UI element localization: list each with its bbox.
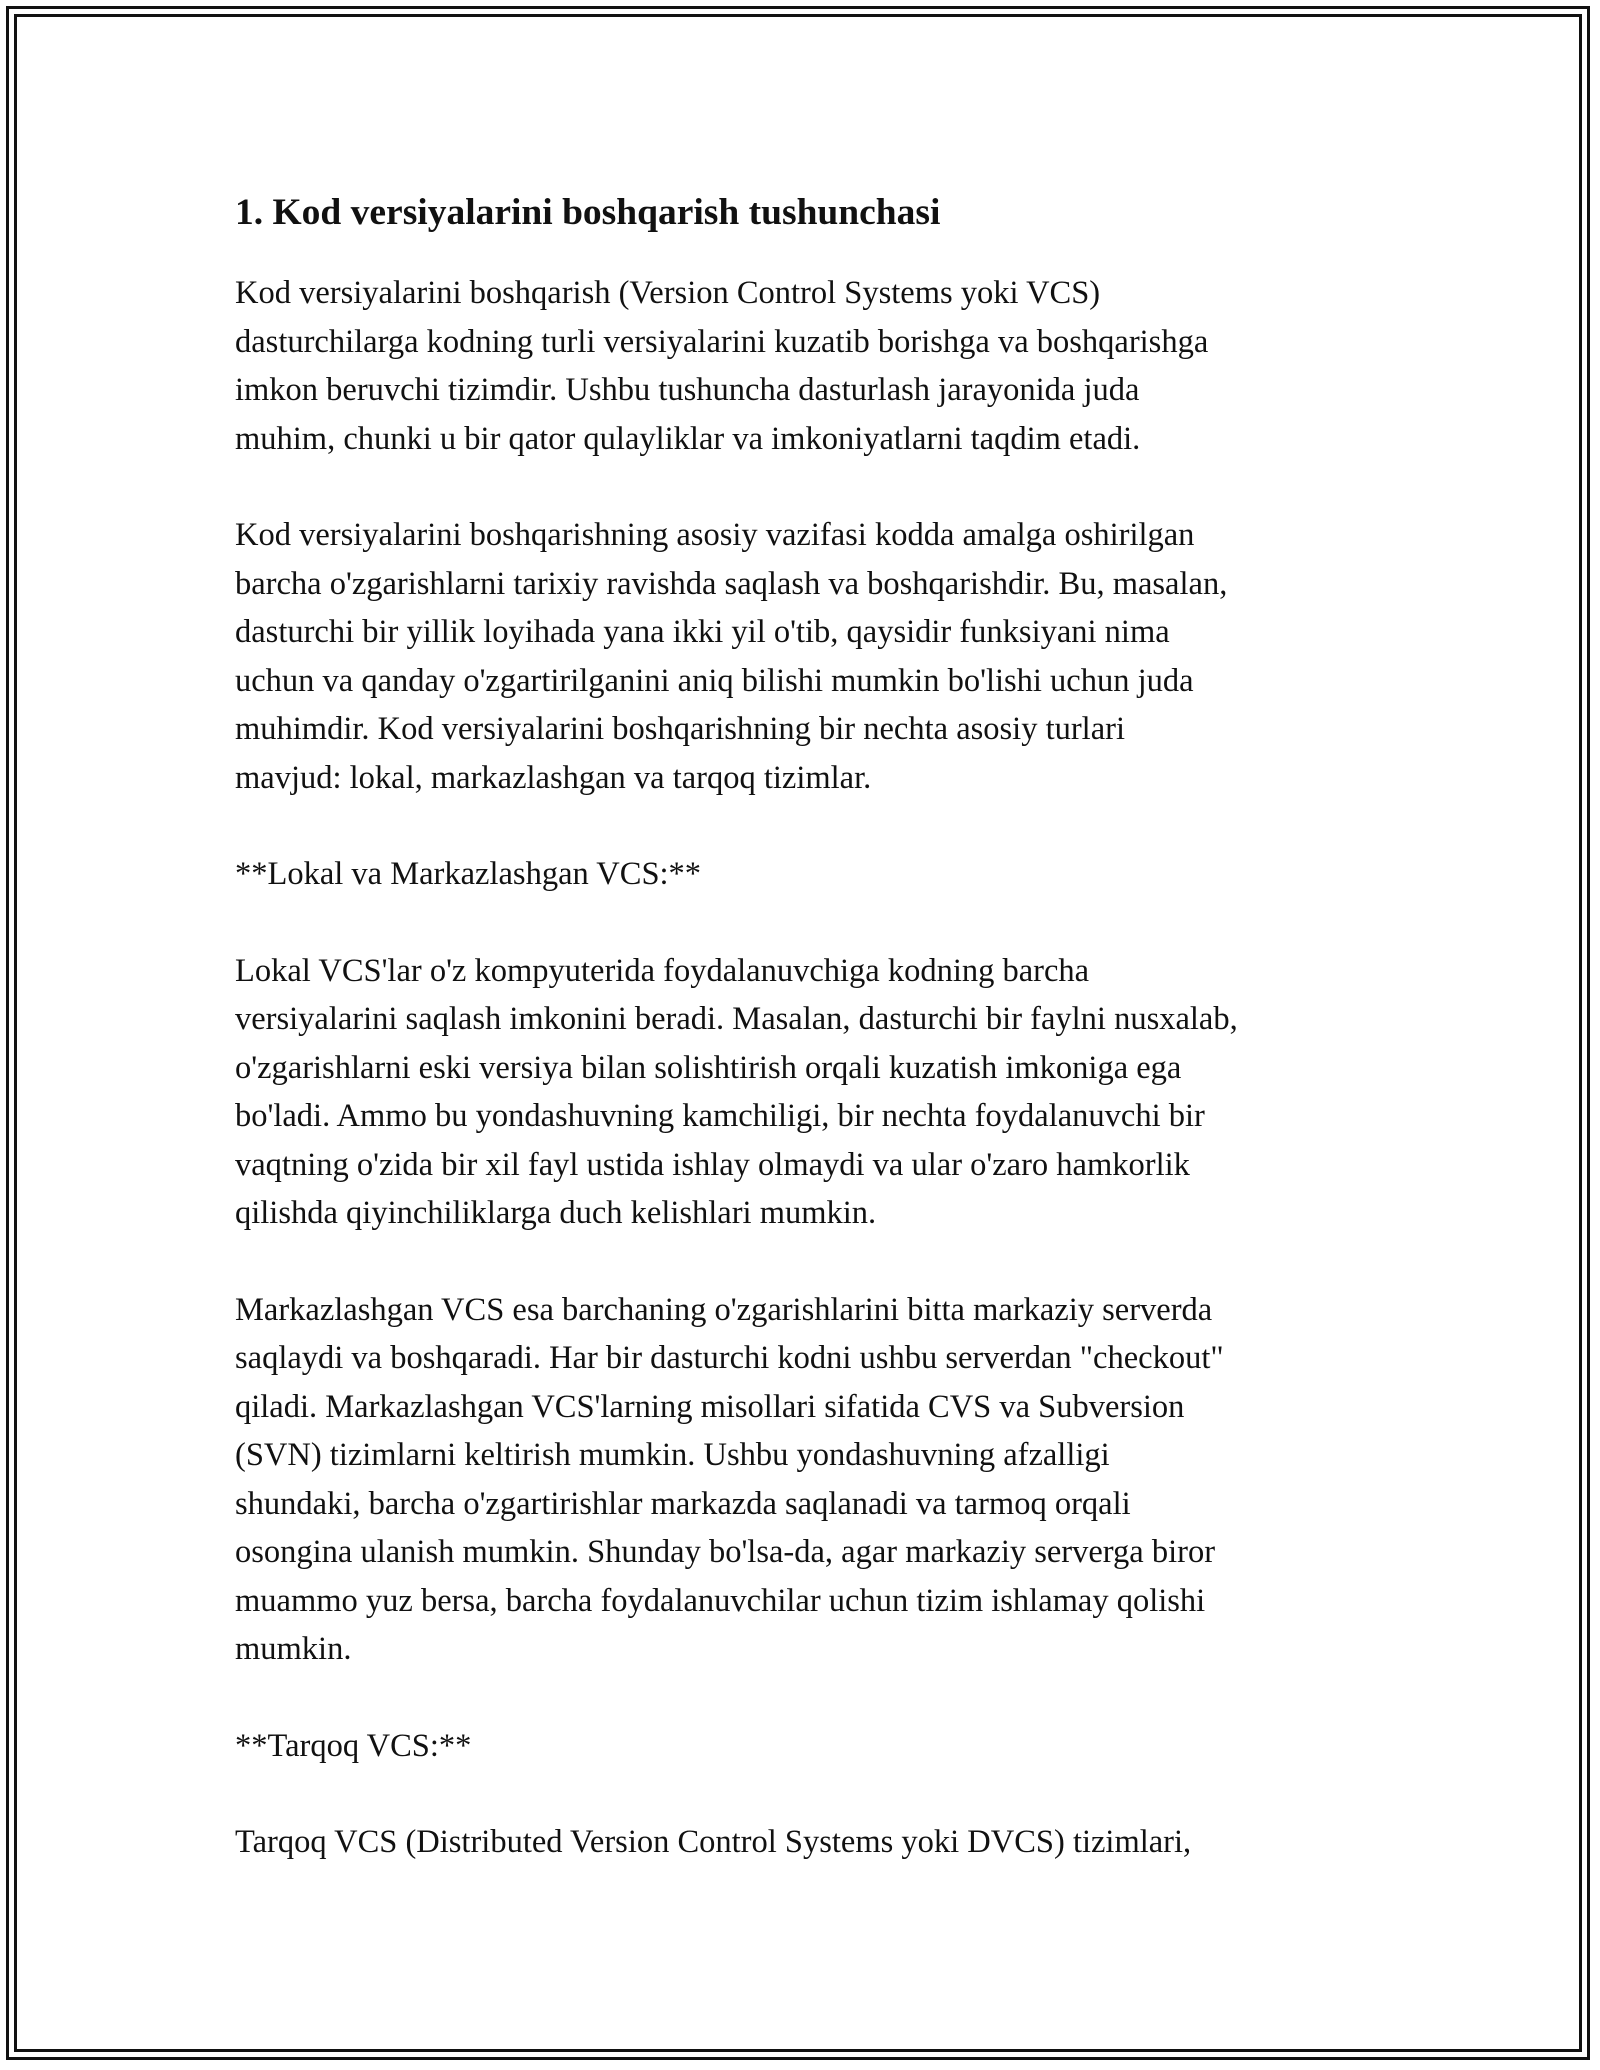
subheading-distributed [235, 1722, 1375, 1771]
paragraph-local-vcs [235, 947, 1375, 1238]
text-line: imkon beruvchi tizimdir. Ushbu tushuncha dasturlash jarayonida juda [235, 372, 1140, 408]
text-line: barcha o'zgarishlarni tarixiy ravishda saqlash va boshqarishdir. Bu, masalan, [235, 565, 1228, 602]
text-line: qilishda qiyinchiliklarga duch kelishlari mumkin. [235, 1195, 877, 1231]
text-line: Kod versiyalarini boshqarishning asosiy vazifasi kodda amalga oshirilgan [235, 517, 1195, 553]
document-body [235, 185, 1375, 1915]
subheading-local-centralized [235, 850, 1375, 899]
text-line: shundaki, barcha o'zgartirishlar markazda saqlanadi va tarmoq orqali [235, 1485, 1131, 1522]
text-line: muhimdir. Kod versiyalarini boshqarishning bir nechta asosiy turlari [235, 711, 1125, 747]
paragraph-distributed-vcs [235, 1818, 1375, 1867]
paragraph-centralized-vcs [235, 1286, 1375, 1674]
text-line: o'zgarishlarni eski versiya bilan solishtirish orqali kuzatish imkoniga ega [235, 1049, 1182, 1086]
text-line: Kod versiyalarini boshqarish (Version Control Systems yoki VCS) [235, 275, 1101, 311]
text-line: muammo yuz bersa, barcha foydalanuvchilar uchun tizim ishlamay qolishi [235, 1582, 1206, 1619]
text-line: bo'ladi. Ammo bu yondashuvning kamchiligi, bir nechta foydalanuvchi bir [235, 1098, 1205, 1134]
text-line: Markazlashgan VCS esa barchaning o'zgarishlarini bitta markaziy serverda [235, 1291, 1213, 1328]
text-line: qiladi. Markazlashgan VCS'larning misollari sifatida CVS va Subversion [235, 1388, 1185, 1425]
text-line: mumkin. [235, 1631, 352, 1667]
text-line: vaqtning o'zida bir xil fayl ustida ishlay olmaydi va ular o'zaro hamkorlik [235, 1146, 1190, 1183]
text-line: **Lokal va Markazlashgan VCS:** [235, 856, 702, 892]
text-line: Lokal VCS'lar o'z kompyuterida foydalanuvchiga kodning barcha [235, 952, 1090, 989]
text-line: dasturchilarga kodning turli versiyalarini kuzatib borishga va boshqarishga [235, 323, 1209, 360]
text-line: muhim, chunki u bir qator qulayliklar va imkoniyatlarni taqdim etadi. [235, 420, 1141, 457]
text-line: **Tarqoq VCS:** [235, 1727, 472, 1764]
text-line: versiyalarini saqlash imkonini beradi. Masalan, dasturchi bir faylni nusxalab, [235, 1001, 1238, 1037]
text-line: (SVN) tizimlarni keltirish mumkin. Ushbu yondashuvning afzalligi [235, 1437, 1110, 1473]
paragraph-intro [235, 269, 1375, 463]
text-line: uchun va qanday o'zgartirilganini aniq bilishi mumkin bo'lishi uchun juda [235, 662, 1194, 699]
text-line: Tarqoq VCS (Distributed Version Control Systems yoki DVCS) tizimlari, [235, 1824, 1192, 1860]
paragraph-main-purpose [235, 511, 1375, 802]
text-line: mavjud: lokal, markazlashgan va tarqoq tizimlar. [235, 759, 872, 796]
text-line: dasturchi bir yillik loyihada yana ikki yil o'tib, qaysidir funksiyani nima [235, 614, 1170, 650]
section-heading: 1. Kod versiyalarini boshqarish tushunchasi [235, 192, 941, 233]
text-line: saqlaydi va boshqaradi. Har bir dasturchi kodni ushbu serverdan "checkout" [235, 1340, 1224, 1376]
text-line: osongina ulanish mumkin. Shunday bo'lsa-da, agar markaziy serverga biror [235, 1534, 1216, 1570]
